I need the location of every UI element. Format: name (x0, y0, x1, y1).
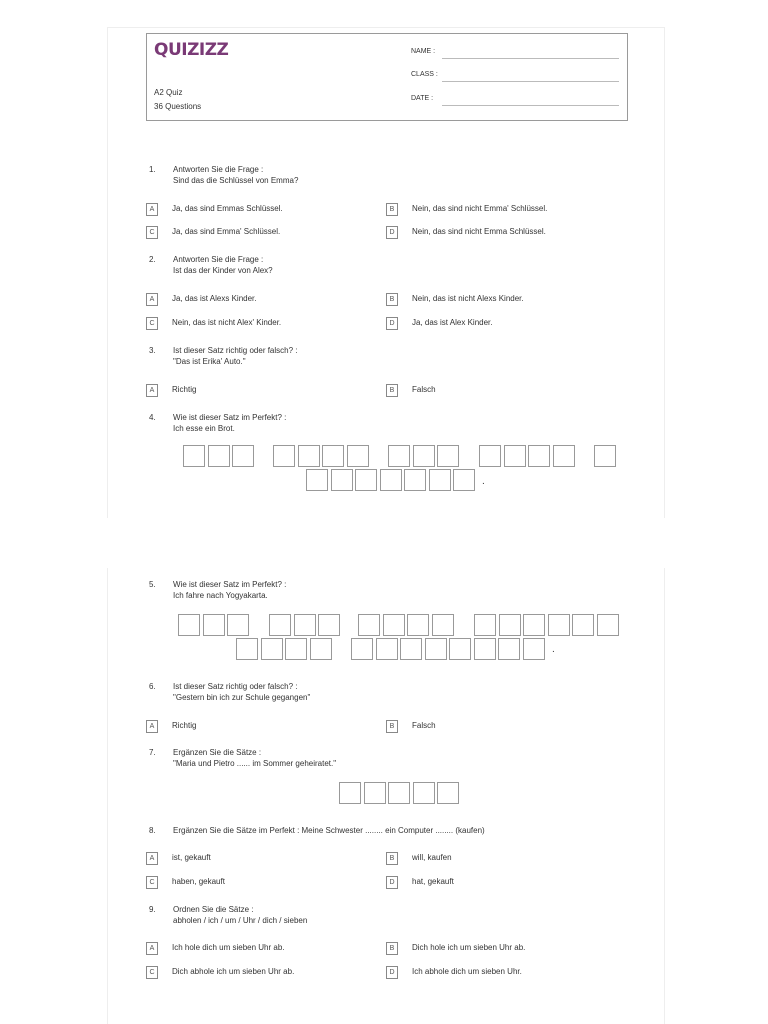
question-line: Ergänzen Sie die Sätze : (173, 748, 262, 757)
question-line: "Das ist Erika' Auto." (173, 356, 246, 366)
question-line: Wie ist dieser Satz im Perfekt? : (173, 413, 287, 422)
letter-box[interactable] (376, 638, 398, 660)
question-text (173, 255, 633, 276)
option-text: Ja, das ist Alexs Kinder. (172, 294, 257, 303)
letter-box[interactable] (351, 638, 373, 660)
option-letter: A (146, 720, 158, 733)
letter-box[interactable] (504, 445, 526, 467)
option-text: haben, gekauft (172, 877, 225, 886)
option-text: Nein, das ist nicht Alex' Kinder. (172, 318, 282, 327)
letter-box[interactable] (432, 614, 454, 636)
letter-box[interactable] (236, 638, 258, 660)
option-text: Richtig (172, 385, 197, 394)
date-field[interactable] (411, 94, 619, 106)
question-text (173, 346, 633, 367)
letter-box[interactable] (400, 638, 422, 660)
letter-box[interactable] (178, 614, 200, 636)
question-line: Ich esse ein Brot. (173, 423, 235, 433)
question-number: 4. (149, 413, 156, 422)
question-number: 5. (149, 580, 156, 589)
question-line: Ist das der Kinder von Alex? (173, 265, 273, 275)
option-letter: C (146, 876, 158, 889)
letter-box[interactable] (269, 614, 291, 636)
option-letter: C (146, 226, 158, 239)
answer-boxes[interactable] (108, 445, 664, 467)
letter-box[interactable] (437, 782, 459, 804)
question-line: Ordnen Sie die Sätze : (173, 905, 254, 914)
letter-box[interactable] (261, 638, 283, 660)
class-field[interactable] (411, 70, 619, 82)
sentence-period: . (552, 644, 555, 655)
letter-box[interactable] (331, 469, 353, 491)
option-text: will, kaufen (412, 853, 452, 862)
letter-box[interactable] (597, 614, 619, 636)
question-number: 9. (149, 905, 156, 914)
letter-box[interactable] (425, 638, 447, 660)
quiz-title: A2 Quiz (154, 88, 183, 97)
question-text (173, 413, 633, 434)
question-text (173, 165, 633, 186)
question-number: 3. (149, 346, 156, 355)
letter-box[interactable] (285, 638, 307, 660)
question-text (173, 580, 633, 601)
letter-box[interactable] (310, 638, 332, 660)
question-line: Ist dieser Satz richtig oder falsch? : (173, 682, 298, 691)
question-line: Wie ist dieser Satz im Perfekt? : (173, 580, 287, 589)
letter-box[interactable] (453, 469, 475, 491)
question-line: "Maria und Pietro ...... im Sommer geheiratet." (173, 758, 337, 768)
option-text: Nein, das ist nicht Alexs Kinder. (412, 294, 524, 303)
option-text: Falsch (412, 385, 436, 394)
question-line: Ergänzen Sie die Sätze im Perfekt : Meine Schwester ........ ein Computer ........ (kaufen) (173, 826, 485, 835)
option-letter: B (386, 293, 398, 306)
class-label: CLASS : (411, 71, 438, 78)
option-letter: B (386, 203, 398, 216)
option-text: Ja, das sind Emma' Schlüssel. (172, 227, 281, 236)
letter-box[interactable] (203, 614, 225, 636)
option-letter: A (146, 384, 158, 397)
question-count: 36 Questions (154, 102, 202, 111)
question-text (173, 682, 633, 703)
question-number: 2. (149, 255, 156, 264)
option-letter: C (146, 317, 158, 330)
letter-box[interactable] (498, 638, 520, 660)
letter-box[interactable] (407, 614, 429, 636)
option-text: hat, gekauft (412, 877, 454, 886)
option-text: Ich abhole dich um sieben Uhr. (412, 967, 522, 976)
answer-boxes[interactable] (108, 614, 664, 636)
answer-boxes[interactable] (108, 469, 664, 491)
option-text: Dich abhole ich um sieben Uhr ab. (172, 967, 295, 976)
letter-box[interactable] (380, 469, 402, 491)
question-line: Ich fahre nach Yogyakarta. (173, 590, 268, 600)
date-label: DATE : (411, 95, 434, 102)
question-line: "Gestern bin ich zur Schule gegangen" (173, 692, 311, 702)
option-letter: D (386, 317, 398, 330)
letter-box[interactable] (183, 445, 205, 467)
option-letter: D (386, 226, 398, 239)
letter-box[interactable] (339, 782, 361, 804)
question-text (173, 905, 633, 926)
option-letter: C (146, 966, 158, 979)
option-text: Ich hole dich um sieben Uhr ab. (172, 943, 285, 952)
option-letter: B (386, 384, 398, 397)
option-letter: B (386, 852, 398, 865)
letter-box[interactable] (548, 614, 570, 636)
question-text (173, 826, 633, 837)
option-text: Dich hole ich um sieben Uhr ab. (412, 943, 526, 952)
question-line: abholen / ich / um / Uhr / dich / sieben (173, 915, 308, 925)
letter-box[interactable] (306, 469, 328, 491)
option-letter: A (146, 852, 158, 865)
letter-box[interactable] (449, 638, 471, 660)
letter-box[interactable] (404, 469, 426, 491)
name-field[interactable] (411, 47, 619, 59)
question-line: Antworten Sie die Frage : (173, 165, 264, 174)
question-line: Antworten Sie die Frage : (173, 255, 264, 264)
answer-boxes[interactable] (108, 782, 664, 804)
letter-box[interactable] (413, 445, 435, 467)
letter-box[interactable] (294, 614, 316, 636)
question-number: 8. (149, 826, 156, 835)
option-letter: D (386, 966, 398, 979)
letter-box[interactable] (364, 782, 386, 804)
letter-box[interactable] (474, 614, 496, 636)
letter-box[interactable] (523, 614, 545, 636)
letter-box[interactable] (499, 614, 521, 636)
question-number: 1. (149, 165, 156, 174)
option-text: Richtig (172, 721, 197, 730)
question-line: Sind das die Schlüssel von Emma? (173, 175, 299, 185)
option-text: ist, gekauft (172, 853, 211, 862)
option-text: Falsch (412, 721, 436, 730)
option-letter: B (386, 720, 398, 733)
letter-box[interactable] (227, 614, 249, 636)
option-letter: B (386, 942, 398, 955)
letter-box[interactable] (388, 445, 410, 467)
option-letter: D (386, 876, 398, 889)
letter-box[interactable] (383, 614, 405, 636)
option-text: Nein, das sind nicht Emma Schlüssel. (412, 227, 546, 236)
letter-box[interactable] (298, 445, 320, 467)
question-line: Ist dieser Satz richtig oder falsch? : (173, 346, 298, 355)
letter-box[interactable] (208, 445, 230, 467)
letter-box[interactable] (594, 445, 616, 467)
letter-box[interactable] (347, 445, 369, 467)
letter-box[interactable] (523, 638, 545, 660)
option-text: Ja, das ist Alex Kinder. (412, 318, 493, 327)
worksheet-page-1 (107, 27, 665, 518)
letter-box[interactable] (437, 445, 459, 467)
name-label: NAME : (411, 48, 436, 55)
header-box (146, 33, 628, 121)
option-text: Ja, das sind Emmas Schlüssel. (172, 204, 283, 213)
letter-box[interactable] (318, 614, 340, 636)
letter-box[interactable] (413, 782, 435, 804)
answer-boxes[interactable] (108, 638, 664, 660)
question-text (173, 748, 633, 769)
letter-box[interactable] (553, 445, 575, 467)
worksheet-page-2 (107, 568, 665, 1024)
letter-box[interactable] (528, 445, 550, 467)
letter-box[interactable] (479, 445, 501, 467)
letter-box[interactable] (388, 782, 410, 804)
letter-box[interactable] (572, 614, 594, 636)
letter-box[interactable] (355, 469, 377, 491)
quizizz-logo: QUIZIZZ (154, 40, 229, 60)
question-number: 7. (149, 748, 156, 757)
letter-box[interactable] (358, 614, 380, 636)
letter-box[interactable] (273, 445, 295, 467)
sentence-period: . (482, 476, 485, 487)
option-text: Nein, das sind nicht Emma' Schlüssel. (412, 204, 548, 213)
question-number: 6. (149, 682, 156, 691)
letter-box[interactable] (474, 638, 496, 660)
letter-box[interactable] (429, 469, 451, 491)
letter-box[interactable] (322, 445, 344, 467)
letter-box[interactable] (232, 445, 254, 467)
option-letter: A (146, 293, 158, 306)
option-letter: A (146, 203, 158, 216)
option-letter: A (146, 942, 158, 955)
